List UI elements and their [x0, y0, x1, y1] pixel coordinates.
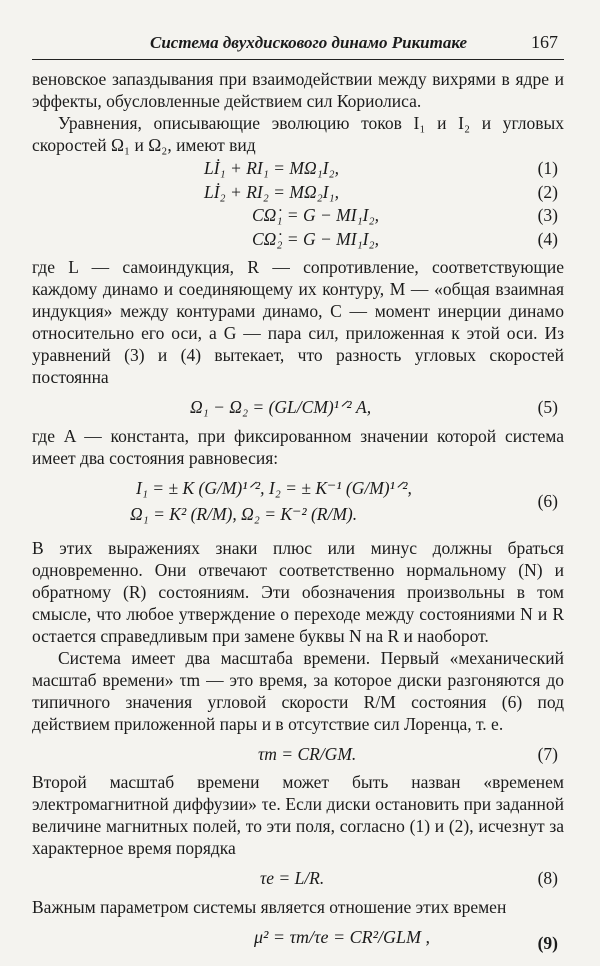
equation-5	[32, 396, 564, 419]
equation-6	[32, 475, 564, 531]
paragraph-7: Второй масштаб времени может быть назван «временем электромагнитной диффузии» τe. Если диски остановить при заданной величине магнитных полей, то эти поля, согласно (1) и (2), исчезнут за характерное время порядка	[32, 772, 564, 858]
paragraph-4: где A — константа, при фиксированном значении которой система имеет два состояния равновесия:	[32, 425, 564, 468]
equation-3-formula: CΩ̇₁ = G − MI₁I₂,	[252, 205, 379, 225]
paragraph-5: В этих выражениях знаки плюс или минус должны браться одновременно. Они отвечают соответственно нормальному (N) и обратному (R) состояниям. Эти обозначения произвольны в том смысле, что любое утверждение о переходе между состояниями N и R остается справедливым при замене буквы N на R и наоборот.	[32, 537, 564, 646]
equation-3-number: (3)	[537, 205, 558, 225]
equation-2	[32, 181, 564, 204]
equation-3	[32, 204, 564, 227]
equation-4	[32, 228, 564, 251]
equation-9-number: (9)	[537, 932, 558, 953]
equation-5-number: (5)	[537, 397, 558, 417]
equation-2-formula: Lİ₂ + RI₂ = MΩ₂I₁,	[204, 181, 339, 202]
paragraph-8: Важным параметром системы является отношение этих времен	[32, 896, 507, 917]
page-body	[32, 68, 564, 966]
equation-5-formula: Ω₁ − Ω₂ = (GL/CM)¹ᐟ² A,	[190, 397, 372, 417]
equation-8-number: (8)	[537, 868, 558, 888]
paragraph-6: Система имеет два масштаба времени. Первый «механический масштаб времени» τm — это время, за которое диски разгоняются до типичного значения угловой скорости R/M состояния (6) под действием приложенной пары и в отсутствие сил Лоренца, т. е.	[32, 647, 564, 734]
equation-1-number: (1)	[537, 158, 558, 178]
page-number: 167	[531, 32, 558, 52]
equation-6-row-2: Ω₁ = K² (R/M), Ω₂ = K⁻² (R/M).	[130, 503, 358, 524]
running-title: Система двухдискового динамо Рикитаке	[150, 33, 468, 52]
equation-9	[32, 922, 564, 966]
equation-4-formula: CΩ̇₂ = G − MI₁I₂,	[252, 228, 379, 249]
equation-8	[32, 867, 564, 890]
equation-1-formula: Lİ₁ + RI₁ = MΩ₁I₂,	[204, 158, 339, 178]
page-header	[32, 26, 564, 60]
equation-7	[32, 743, 564, 766]
equation-4-number: (4)	[537, 228, 558, 249]
equation-7-number: (7)	[537, 743, 558, 764]
equation-9-formula: μ² = τm/τe = CR²/GLM ,	[254, 926, 431, 947]
equation-2-number: (2)	[537, 181, 558, 202]
paragraph-1: веновское запаздывания при взаимодействии между вихрями в ядре и эффекты, обусловленные действием сил Кориолиса.	[32, 69, 564, 111]
header-rule	[32, 59, 564, 61]
equation-8-formula: τe = L/R.	[260, 868, 325, 888]
equation-7-formula: τm = CR/GM.	[258, 743, 357, 764]
equation-6-number: (6)	[537, 490, 558, 511]
paragraph-3: где L — самоиндукция, R — сопротивление, соответствующие каждому динамо и соединяющему их контуру, M — «общая взаимная индукция» между контурами динамо, C — момент инерции динамо относительно его оси, а G — пара сил, приложенная к этой оси. Из уравнений (3) и (4) вытекает, что разность угловых скоростей постоянна	[32, 257, 564, 387]
paragraph-2: Уравнения, описывающие эволюцию токов I₁ и I₂ и угловых скоростей Ω₁ и Ω₂, имеют вид	[32, 113, 564, 155]
equation-6-row-1: I₁ = ± K (G/M)¹ᐟ², I₂ = ± K⁻¹ (G/M)¹ᐟ²,	[136, 477, 412, 498]
equation-1	[32, 157, 564, 180]
